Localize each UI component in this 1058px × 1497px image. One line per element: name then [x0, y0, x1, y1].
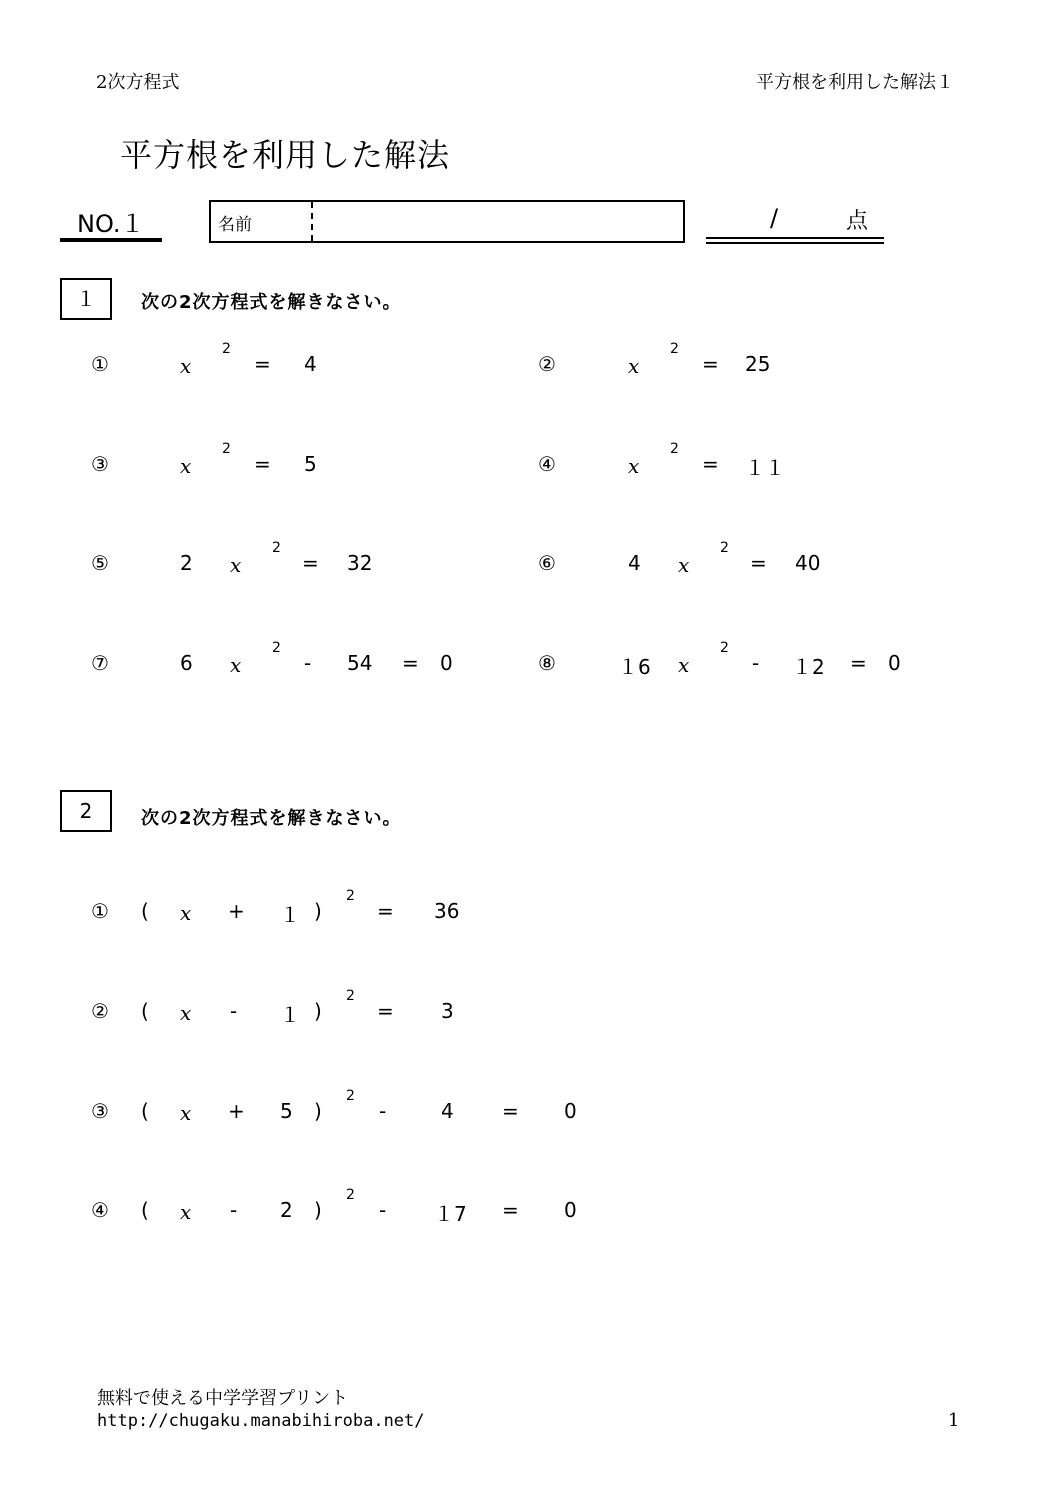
footer-site-name: 無料で使える中学学習プリント: [97, 1388, 349, 1409]
s2-problem-3-number: ③: [91, 1099, 109, 1123]
s1-p2-equals: =: [702, 352, 719, 376]
s2-p4-open-paren: (: [141, 1198, 149, 1222]
s1-p4-exponent: 2: [670, 441, 679, 457]
s2-p4-equals: =: [502, 1198, 519, 1222]
s1-problem-3-number: ③: [91, 452, 109, 476]
s2-p3-minus: -: [379, 1099, 387, 1123]
s1-p5-coefficient: 2: [180, 551, 193, 575]
s1-p8-minus: -: [752, 651, 760, 675]
s2-p4-var: x: [180, 1200, 192, 1224]
s2-p2-close-paren: ): [314, 999, 322, 1023]
s2-p2-open-paren: (: [141, 999, 149, 1023]
s2-p2-equals: =: [377, 999, 394, 1023]
section-1-number: １: [76, 287, 96, 311]
header-left: 2次方程式: [96, 72, 180, 93]
footer-url[interactable]: http://chugaku.manabihiroba.net/: [97, 1411, 425, 1431]
s1-p3-exponent: 2: [222, 441, 231, 457]
s1-problem-7-number: ⑦: [91, 651, 109, 675]
s2-p1-open-paren: (: [141, 899, 149, 923]
s2-p2-exponent: 2: [346, 988, 355, 1004]
s1-p6-exponent: 2: [720, 540, 729, 556]
section-2-instruction: 次の2次方程式を解きなさい。: [141, 808, 402, 829]
s1-p7-equals: =: [402, 651, 419, 675]
s1-p5-exponent: 2: [272, 540, 281, 556]
s1-p5-rhs: 32: [347, 551, 373, 575]
s1-p7-minus: -: [304, 651, 312, 675]
s1-p5-equals: =: [302, 551, 319, 575]
section-2-number-box: [60, 790, 112, 832]
s2-p3-close-paren: ): [314, 1099, 322, 1123]
s1-p6-rhs: 40: [795, 551, 821, 575]
s1-p8-exponent: 2: [720, 640, 729, 656]
s1-p1-var: x: [180, 354, 192, 378]
score-slash: /: [770, 204, 779, 232]
s2-p1-rhs: 36: [434, 899, 460, 923]
s1-p6-var: x: [678, 553, 690, 577]
s1-problem-1-number: ①: [91, 352, 109, 376]
s2-p1-constant: １: [280, 903, 300, 927]
s1-p4-equals: =: [702, 452, 719, 476]
s2-p1-equals: =: [377, 899, 394, 923]
s1-p4-var: x: [628, 454, 640, 478]
s1-p8-rhs: 0: [888, 651, 901, 675]
s2-p3-equals: =: [502, 1099, 519, 1123]
s1-problem-5-number: ⑤: [91, 551, 109, 575]
page-number: 1: [948, 1410, 960, 1431]
s2-p3-constant: 5: [280, 1099, 293, 1123]
s2-p2-var: x: [180, 1001, 192, 1025]
s2-p3-plus: +: [228, 1099, 245, 1123]
s1-p7-rhs: 0: [440, 651, 453, 675]
s2-problem-2-number: ②: [91, 999, 109, 1023]
s2-p4-constant: 2: [280, 1198, 293, 1222]
name-divider: [311, 202, 313, 241]
s2-p3-term: 4: [441, 1099, 454, 1123]
s2-p1-exponent: 2: [346, 888, 355, 904]
s2-p2-rhs: 3: [441, 999, 454, 1023]
s1-p1-rhs: 4: [304, 352, 317, 376]
s2-p4-minus: -: [230, 1198, 238, 1222]
s1-p2-var: x: [628, 354, 640, 378]
s1-p8-coefficient: １6: [618, 655, 651, 679]
section-1-number-box: [60, 278, 112, 320]
s2-p2-constant: １: [280, 1003, 300, 1027]
s1-p3-rhs: 5: [304, 452, 317, 476]
s2-p4-close-paren: ): [314, 1198, 322, 1222]
s1-p7-var: x: [230, 653, 242, 677]
s1-p4-rhs: １１: [745, 456, 785, 480]
sheet-number-underline: [60, 238, 162, 242]
score-underline: [706, 237, 884, 239]
s2-problem-4-number: ④: [91, 1198, 109, 1222]
s2-p2-minus: -: [230, 999, 238, 1023]
s2-p3-open-paren: (: [141, 1099, 149, 1123]
s1-problem-8-number: ⑧: [538, 651, 556, 675]
page-title: 平方根を利用した解法: [120, 136, 451, 174]
section-1-instruction: 次の2次方程式を解きなさい。: [141, 292, 402, 313]
name-label: 名前: [218, 215, 252, 235]
s2-p1-close-paren: ): [314, 899, 322, 923]
s1-p8-var: x: [678, 653, 690, 677]
sheet-number: NO.１: [77, 210, 145, 238]
name-box[interactable]: [209, 200, 685, 243]
s2-p3-exponent: 2: [346, 1088, 355, 1104]
s1-p8-equals: =: [850, 651, 867, 675]
s1-p2-rhs: 25: [745, 352, 771, 376]
s1-p3-var: x: [180, 454, 192, 478]
s1-p3-equals: =: [254, 452, 271, 476]
s2-p4-term: １7: [434, 1202, 467, 1226]
s1-p1-exponent: 2: [222, 341, 231, 357]
s2-p4-exponent: 2: [346, 1187, 355, 1203]
s1-p7-exponent: 2: [272, 640, 281, 656]
s2-p1-plus: +: [228, 899, 245, 923]
s2-problem-1-number: ①: [91, 899, 109, 923]
s1-p1-equals: =: [254, 352, 271, 376]
s2-p1-var: x: [180, 901, 192, 925]
score-unit: 点: [846, 209, 869, 234]
s1-p6-equals: =: [750, 551, 767, 575]
s1-p7-coefficient: 6: [180, 651, 193, 675]
s2-p3-rhs: 0: [564, 1099, 577, 1123]
score-underline-double: [706, 242, 884, 244]
s1-problem-2-number: ②: [538, 352, 556, 376]
s2-p4-minus-2: -: [379, 1198, 387, 1222]
s1-p5-var: x: [230, 553, 242, 577]
s2-p4-rhs: 0: [564, 1198, 577, 1222]
s1-p7-constant: 54: [347, 651, 373, 675]
s1-problem-4-number: ④: [538, 452, 556, 476]
s1-p2-exponent: 2: [670, 341, 679, 357]
s2-p3-var: x: [180, 1101, 192, 1125]
header-right: 平方根を利用した解法１: [756, 72, 954, 93]
section-2-number: 2: [79, 799, 93, 823]
s1-problem-6-number: ⑥: [538, 551, 556, 575]
s1-p8-constant: １2: [792, 655, 825, 679]
s1-p6-coefficient: 4: [628, 551, 641, 575]
